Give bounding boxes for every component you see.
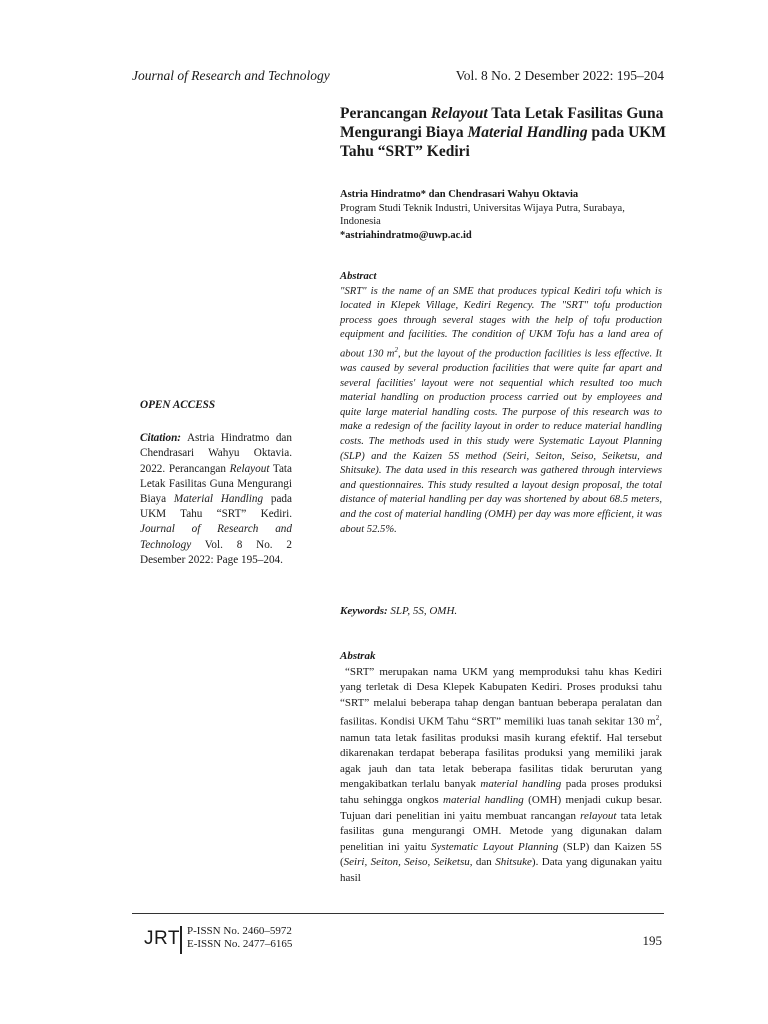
- volume-info: Vol. 8 No. 2 Desember 2022: 195–204: [455, 68, 664, 83]
- affiliation: Program Studi Teknik Industri, Universitas Wijaya Putra, Surabaya, Indonesia: [340, 202, 625, 227]
- abstrak-heading: Abstrak: [340, 650, 376, 662]
- keywords-label: Keywords:: [340, 605, 388, 617]
- side-info: [140, 398, 292, 568]
- open-access-label: OPEN ACCESS: [140, 399, 216, 411]
- abstract-text: "SRT" is the name of an SME that produces typical Kediri tofu which is located in Klepek Village, Kediri Regency. The "SRT" tofu production process goes through several stages with the help of tofu production equipment and facilities. The condition of UKM Tofu has a land area of about 130 $m^2$, but the layout of the production facilities is less effective. It was caused by several production facilities that were quite far apart and several facilities' layout were not sequential which resulted too much material handling on production process carried out by employees and quite large material handling costs. The purpose of this research was to make a redesign of the facility layout in order to reduce material handling costs. The methods used in this study were Systematic Layout Planning (SLP) and the Kaizen 5S method (Seiri, Seiton, Seiso, Seiketsu, and Shitsuke). The data used in this research was gathered through interviews and questionnaires. This study resulted a layout design proposal, the total distance of material handling per day was shortened by about 68.5 meters, and the cost of material handling (OMH) per day was more efficient, it was about 52.5%.: [340, 285, 663, 535]
- footer-divider: [132, 913, 664, 914]
- abstract-section: [340, 270, 662, 537]
- citation-label: Citation:: [140, 432, 182, 445]
- abstract-heading: Abstract: [340, 271, 377, 282]
- article-title: Perancangan Relayout Tata Letak Fasilitas Guna Mengurangi Biaya Material Handling pada UKM Tahu “SRT” Kediri: [340, 105, 666, 160]
- author-block: [340, 188, 666, 242]
- issn-block: [187, 925, 292, 951]
- running-header: [132, 68, 664, 88]
- keywords-text: SLP, 5S, OMH.: [387, 605, 458, 617]
- page-number: 195: [642, 933, 662, 948]
- abstrak-text: “SRT” merupakan nama UKM yang memproduksi tahu khas Kediri yang terletak di Desa Klepek Kabupaten Kediri. Proses produksi tahu “SRT” melalui beberapa tahap dengan bantuan beberapa peralatan dan fasilitas. Kondisi UKM Tahu “SRT” memiliki luas tanah sekitar 130 $m^2$, namun tata letak fasilitas produksi masih kurang efektif. Hal tersebut dikarenakan terdapat beberapa fasilitas produksi yang memiliki jarak agak jauh dan tata letak beberapa fasilitas tidak berurutan yang mengakibatkan terlalu banyak material handling pada proses produksi tahu sehingga ongkos material handling (OMH) menjadi cukup besar. Tujuan dari penelitian ini yaitu membuat rancangan relayout tata letak fasilitas guna mengurangi OMH. Metode yang digunakan dalam penelitian ini yaitu Systematic Layout Planning (SLP) dan Kaizen 5S (Seiri, Seiton, Seiso, Seiketsu, dan Shitsuke). Data yang digunakan yaitu hasil: [340, 665, 662, 884]
- keywords: [340, 605, 662, 617]
- author-names: Astria Hindratmo* dan Chendrasari Wahyu Oktavia: [340, 189, 579, 200]
- journal-name: Journal of Research and Technology: [132, 68, 330, 83]
- journal-logo: JRT: [144, 928, 180, 949]
- author-email: *astriahindratmo@uwp.ac.id: [340, 229, 472, 241]
- logo-divider: [180, 926, 182, 954]
- print-issn: P-ISSN No. 2460–5972: [187, 925, 292, 937]
- abstrak-section: [340, 649, 662, 887]
- electronic-issn: E-ISSN No. 2477–6165: [187, 938, 293, 950]
- citation: Citation: Astria Hindratmo dan Chendrasari Wahyu Oktavia. 2022. Perancangan Relayout Tata Letak Fasilitas Guna Mengurangi Biaya Material Handling pada UKM Tahu “SRT” Kediri. Journal of Research and Technology Vol. 8 No. 2 Desember 2022: Page 195–204.: [140, 432, 292, 566]
